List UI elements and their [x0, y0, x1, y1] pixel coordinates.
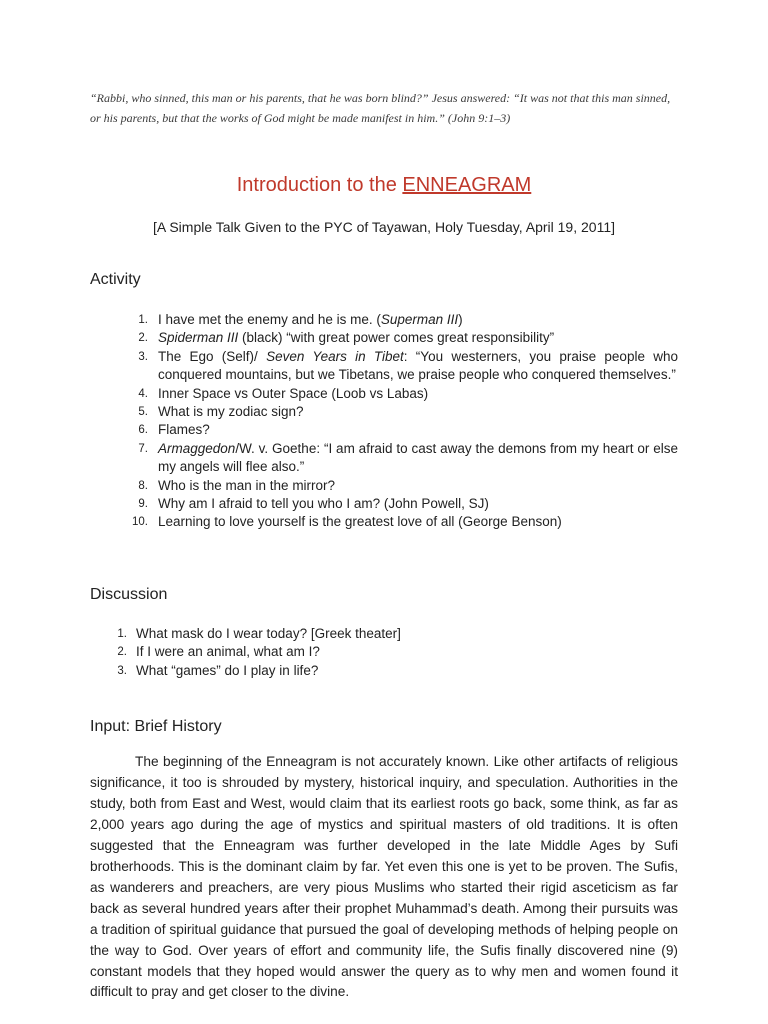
- item-text: Why am I afraid to tell you who I am? (John Powell, SJ): [158, 496, 489, 512]
- list-number: 2.: [138, 332, 148, 345]
- item-text: What “games” do I play in life?: [136, 662, 319, 678]
- list-number: 1.: [117, 628, 127, 640]
- item-text: (black) “with great power comes great responsibility”: [238, 330, 555, 346]
- list-number: 6.: [138, 424, 148, 437]
- item-text: What mask do I wear today? [Greek theater]: [136, 626, 401, 641]
- item-title: Seven Years in Tibet: [266, 348, 404, 364]
- list-number: 8.: [138, 479, 148, 492]
- history-paragraph: The beginning of the Enneagram is not accurately known. Like other artifacts of religious significance, it too is shrouded by mystery, historical inquiry, and speculation. Authorities in the study, both from East and West, would claim that its earliest roots go back, some think, as far as 2,000 years ago during the age of mystics and spiritual masters of old traditions. It is often suggested that the Enneagram was further developed in the late Middle Ages by Sufi brotherhoods. This is the dominant claim by far. Yet even this one is yet to be proven. The Sufis, as wanderers and preachers, are very pious Muslims who started their rigid asceticism as far back as several hundred years after their prophet Muhammad’s death. Among their pursuits was a tradition of spiritual guidance that pursued the goal of developing methods of helping people on the way to God. Over years of effort and community life, the Sufis finally discovered nine (9) constant models that they hoped would answer the query as to why men and women found it difficult to pray and get closer to the divine.: [90, 754, 678, 1000]
- page-title: [0, 174, 768, 197]
- item-text: If I were an animal, what am I?: [136, 644, 320, 660]
- list-number: 1.: [138, 314, 148, 326]
- item-text: Inner Space vs Outer Space (Loob vs Labas): [158, 385, 429, 401]
- item-text: : “You westerners, you praise people who conquered mountains, but we Tibetans, we praise people who conquered themselves.”: [158, 348, 678, 383]
- discussion-heading: Discussion: [90, 586, 168, 603]
- item-text: What is my zodiac sign?: [158, 404, 304, 420]
- item-text: Flames?: [158, 422, 210, 438]
- item-text: ): [458, 312, 463, 327]
- item-text: /W. v. Goethe: “I am afraid to cast away the demons from my heart or else my angels will flee also.”: [158, 440, 678, 475]
- list-number: 4.: [138, 387, 148, 400]
- page-subtitle: [A Simple Talk Given to the PYC of Tayawan, Holy Tuesday, April 19, 2011]: [153, 219, 615, 235]
- list-number: 9.: [138, 498, 148, 511]
- list-number: 2.: [117, 646, 127, 659]
- item-title: Spiderman III: [158, 330, 239, 346]
- list-item: [113, 662, 673, 680]
- list-item: [118, 477, 678, 495]
- list-item: [118, 440, 678, 477]
- list-item: [118, 348, 678, 385]
- list-item: [118, 385, 678, 403]
- item-text: Who is the man in the mirror?: [158, 477, 336, 493]
- list-item: [118, 403, 678, 421]
- list-number: 7.: [138, 442, 148, 455]
- title-accent: ENNEAGRAM: [402, 174, 532, 196]
- list-number: 10.: [132, 516, 148, 529]
- input-heading: Input: Brief History: [90, 718, 222, 735]
- list-item: [113, 643, 673, 661]
- list-number: 3.: [117, 664, 127, 677]
- list-item: [113, 625, 673, 643]
- item-text: I have met the enemy and he is me. (: [158, 312, 381, 327]
- list-item: [118, 311, 678, 329]
- list-number: 3.: [138, 350, 148, 363]
- item-text: The Ego (Self)/: [158, 348, 267, 364]
- item-title: Armaggedon: [158, 440, 236, 456]
- item-title: Superman III: [380, 312, 459, 327]
- item-text: Learning to love yourself is the greatest love of all (George Benson): [158, 514, 562, 530]
- activity-list: [118, 311, 678, 532]
- list-item: [118, 421, 678, 439]
- list-item: [118, 495, 678, 513]
- activity-heading: Activity: [90, 271, 141, 288]
- epigraph-quote: “Rabbi, who sinned, this man or his parents, that he was born blind?” Jesus answered: “It was not that this man sinned, or his parents, but that the works of God might be made manifest in him.” (John 9:1–3): [90, 91, 671, 125]
- list-number: 5.: [138, 406, 148, 419]
- list-item: [118, 329, 678, 347]
- title-prefix: Introduction to the: [236, 174, 403, 196]
- discussion-list: [113, 625, 673, 680]
- list-item: [118, 513, 678, 531]
